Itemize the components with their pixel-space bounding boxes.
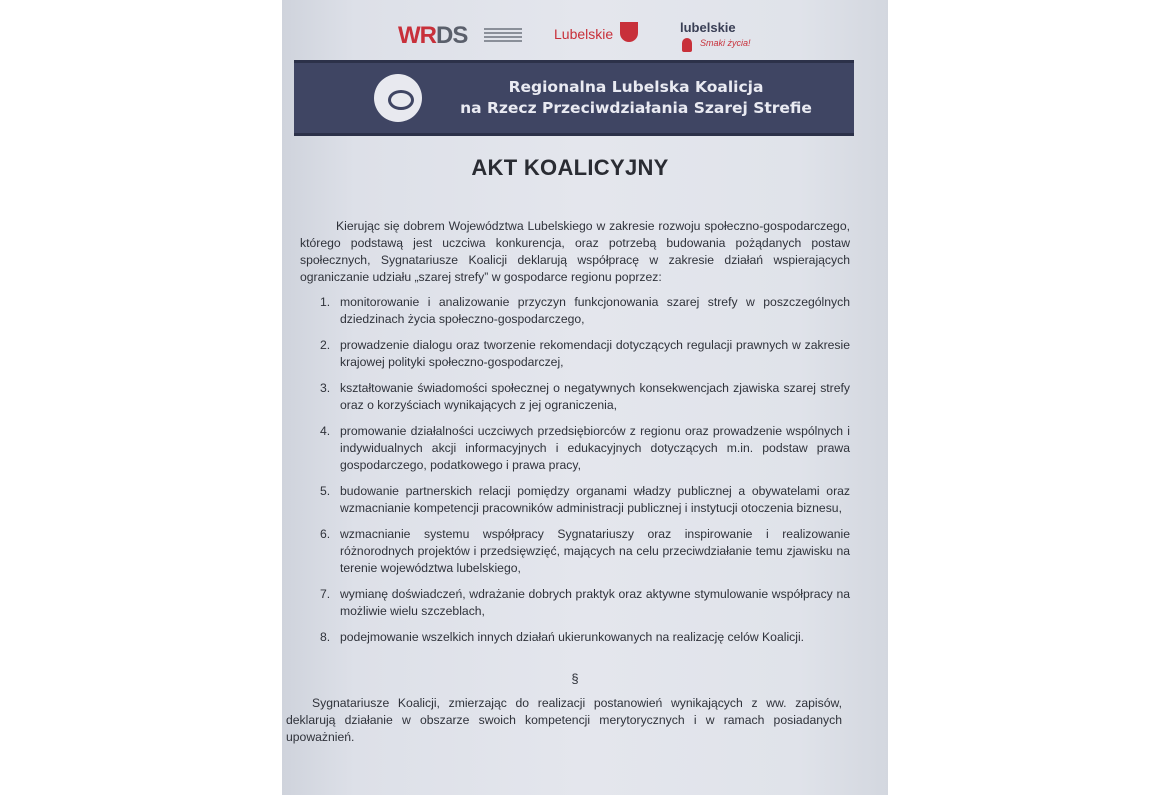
lubelskie-logo-text: Lubelskie — [554, 26, 614, 42]
document-sheet — [282, 0, 888, 795]
list-item-number: 7. — [320, 587, 331, 601]
list-item-text: wzmacnianie systemu współpracy Sygnatariuszy oraz inspirowanie i realizowanie różnorodnych projektów i przedsięwzięć, mających na celu przeciwdziałanie temu zjawisku na terenie województwa lubelskiego, — [340, 527, 850, 575]
list-item-text: wymianę doświadczeń, wdrażanie dobrych praktyk oraz aktywne stymulowanie współpracy na możliwie wielu szczeblach, — [340, 587, 850, 618]
list-item — [300, 294, 850, 328]
list-item-text: podejmowanie wszelkich innych działań ukierunkowanych na realizację celów Koalicji. — [340, 630, 805, 644]
lubelskie-brand-tagline: Smaki życia! — [700, 38, 751, 48]
list-item — [300, 423, 850, 474]
wrds-logo — [398, 22, 467, 50]
banner-title-line-2: na Rzecz Przeciwdziałania Szarej Strefie — [460, 99, 812, 117]
lubelskie-brand-mark-icon — [682, 38, 692, 52]
list-item-number: 4. — [320, 424, 331, 438]
lubelskie-shield-icon — [620, 22, 638, 42]
list-item-number: 3. — [320, 381, 331, 395]
document-title: AKT KOALICYJNY — [471, 155, 669, 180]
lubelskie-brand-logo-text: lubelskie — [680, 20, 736, 35]
list-item-text: budowanie partnerskich relacji pomiędzy organami władzy publicznej a obywatelami oraz wzmacnianie kompetencji pracowników administracji publicznej i instytucji otoczenia biznesu, — [340, 484, 850, 515]
list-item-number: 8. — [320, 630, 331, 644]
wrds-logo-red-text: WR — [398, 22, 436, 49]
list-item — [300, 380, 850, 414]
wrds-logo-grey-text: DS — [435, 22, 468, 49]
list-item-text: prowadzenie dialogu oraz tworzenie rekomendacji dotyczących regulacji prawnych w zakresie krajowej polityki społeczno-gospodarczej, — [340, 338, 850, 369]
list-item-text: monitorowanie i analizowanie przyczyn funkcjonowania szarej strefy w poszczególnych dziedzinach życia społeczno-gospodarczego, — [340, 295, 850, 326]
list-item — [300, 483, 850, 517]
coalition-emblem-icon — [374, 74, 422, 122]
list-item-number: 1. — [320, 295, 331, 309]
list-item-text: promowanie działalności uczciwych przedsiębiorców z regionu oraz prowadzenie wspólnych i indywidualnych akcji informacyjnych i edukacyjnych dotyczących m.in. podstaw prawa gospodarczego, podatkowego i prawa pracy, — [340, 424, 850, 472]
declaration-list — [300, 294, 850, 646]
intro-paragraph: Kierując się dobrem Województwa Lubelskiego w zakresie rozwoju społeczno-gospodarczego, którego podstawą jest uczciwa konkurencja, oraz potrzebą budowania pożądanych postaw społecznych, Sygnatariusze Koalicji deklarują współpracę w zakresie działań wspierających ograniczanie udziału „szarej strefy” w gospodarce regionu poprzez: — [300, 219, 850, 284]
list-item — [300, 586, 850, 620]
banner-title-line-1: Regionalna Lubelska Koalicja — [508, 78, 764, 96]
list-item-number: 5. — [320, 484, 331, 498]
coalition-banner — [294, 60, 854, 136]
document-body — [286, 218, 850, 746]
emblem-eye-icon — [388, 90, 414, 110]
list-item — [300, 337, 850, 371]
list-item — [300, 526, 850, 577]
list-item-text: kształtowanie świadomości społecznej o negatywnych konsekwencjach zjawiska szarej strefy oraz o korzyściach wynikających z jej ograniczenia, — [340, 381, 850, 412]
logo-bar — [282, 18, 888, 54]
closing-paragraph: Sygnatariusze Koalicji, zmierzając do realizacji postanowień wynikających z ww. zapisów, deklarują działanie w obszarze swoich kompetencji merytorycznych i w ramach posiadanych upoważnień. — [286, 696, 842, 744]
list-item — [300, 629, 850, 646]
list-item-number: 6. — [320, 527, 331, 541]
wrds-logo-subtitle-lines — [484, 28, 522, 46]
banner-title — [436, 77, 836, 119]
section-sign: § — [571, 671, 579, 686]
list-item-number: 2. — [320, 338, 331, 352]
